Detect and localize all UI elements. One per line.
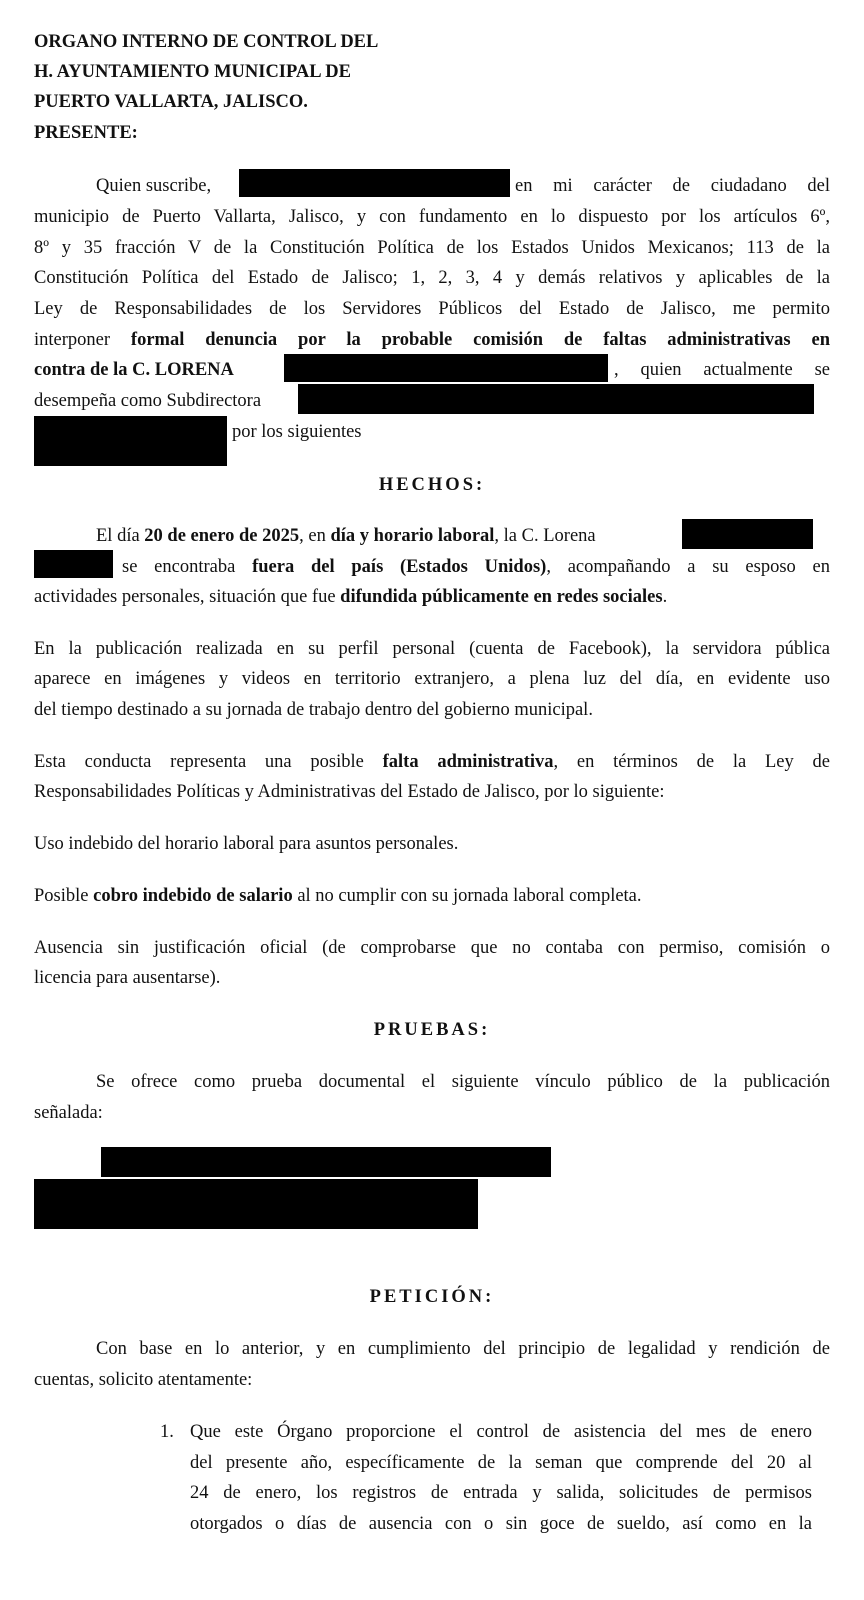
pruebas-line-2: señalada: xyxy=(34,1103,103,1123)
intro-line-9: por los siguientes xyxy=(232,422,362,442)
redaction-box xyxy=(101,1147,551,1177)
intro-line-5: Ley de Responsabilidades de los Servidores Públicos del Estado de Jalisco, me permito xyxy=(34,299,830,319)
addressee-line-3: PUERTO VALLARTA, JALISCO. xyxy=(34,92,308,112)
peticion-item-line-1: Que este Órgano proporcione el control de asistencia del mes de enero xyxy=(190,1422,812,1442)
hechos-text: se encontraba xyxy=(122,557,253,577)
redaction-box xyxy=(298,384,814,414)
hechos-p5 xyxy=(34,884,830,908)
denuncia-bold: formal denuncia por la probable comisión de faltas administrativas en xyxy=(130,330,830,350)
hechos-text: El día xyxy=(96,526,145,546)
hechos-p3-line-2: Responsabilidades Políticas y Administrativas del Estado de Jalisco, por lo siguiente: xyxy=(34,782,665,802)
intro-line-6 xyxy=(34,328,830,352)
hechos-p6-line-1: Ausencia sin justificación oficial (de comprobarse que no contaba con permiso, comisión o xyxy=(34,938,830,958)
addressee-line-1: ORGANO INTERNO DE CONTROL DEL xyxy=(34,32,379,52)
intro-line-7a: contra de la C. LORENA xyxy=(34,360,234,380)
horario-bold: día y horario laboral xyxy=(330,526,495,546)
section-title-pruebas: PRUEBAS: xyxy=(373,1020,491,1040)
presente-label: PRESENTE: xyxy=(34,123,138,143)
pruebas-line-1: Se ofrece como prueba documental el siguiente vínculo público de la publicación xyxy=(96,1072,830,1092)
redaction-box xyxy=(34,1179,478,1229)
section-title-peticion: PETICIÓN: xyxy=(369,1287,495,1307)
intro-line-3: 8º y 35 fracción V de la Constitución Política de los Estados Unidos Mexicanos; 113 de la xyxy=(34,238,830,258)
date-bold: 20 de enero de 2025 xyxy=(144,526,300,546)
hechos-line-1 xyxy=(96,524,676,548)
intro-line-4: Constitución Política del Estado de Jalisco; 1, 2, 3, 4 y demás relativos y aplicables de la xyxy=(34,268,830,288)
redaction-box xyxy=(682,519,813,549)
peticion-item-line-4: otorgados o días de ausencia con o sin goce de sueldo, así como en la xyxy=(190,1514,812,1534)
intro-line-1a: Quien suscribe, xyxy=(96,176,212,196)
hechos-text: Posible xyxy=(34,886,94,906)
hechos-text: actividades personales, situación que fue xyxy=(34,587,341,607)
list-item-number: 1. xyxy=(160,1422,174,1442)
hechos-p2-line-3: del tiempo destinado a su jornada de trabajo dentro del gobierno municipal. xyxy=(34,700,593,720)
redaction-box xyxy=(34,416,227,466)
intro-line-6a: interponer xyxy=(34,330,131,350)
cobro-bold: cobro indebido de salario xyxy=(93,886,293,906)
hechos-p2-line-1: En la publicación realizada en su perfil personal (cuenta de Facebook), la servidora pública xyxy=(34,639,830,659)
hechos-text: , en términos de la Ley de xyxy=(553,752,830,772)
hechos-line-3 xyxy=(34,585,830,609)
fuera-pais-bold: fuera del país (Estados Unidos) xyxy=(252,557,547,577)
addressee-line-2: H. AYUNTAMIENTO MUNICIPAL DE xyxy=(34,62,351,82)
peticion-line-1: Con base en lo anterior, y en cumplimiento del principio de legalidad y rendición de xyxy=(96,1339,830,1359)
peticion-item-line-3: 24 de enero, los registros de entrada y salida, solicitudes de permisos xyxy=(190,1483,812,1503)
hechos-p4: Uso indebido del horario laboral para asuntos personales. xyxy=(34,834,459,854)
hechos-p6-line-2: licencia para ausentarse). xyxy=(34,968,221,988)
hechos-text: , la C. Lorena xyxy=(494,526,596,546)
difundida-bold: difundida públicamente en redes sociales xyxy=(340,587,663,607)
intro-line-1b: en mi carácter de ciudadano del xyxy=(515,176,830,196)
intro-line-7b: , quien actualmente se xyxy=(614,360,830,380)
hechos-text: , acompañando a su esposo en xyxy=(546,557,830,577)
falta-bold: falta administrativa xyxy=(382,752,554,772)
peticion-item-line-2: del presente año, específicamente de la seman que comprende del 20 al xyxy=(190,1453,812,1473)
hechos-p3-line-1 xyxy=(34,750,830,774)
redaction-box xyxy=(239,169,510,197)
peticion-line-2: cuentas, solicito atentamente: xyxy=(34,1370,253,1390)
intro-line-8: desempeña como Subdirectora xyxy=(34,391,262,411)
redaction-box xyxy=(284,354,608,382)
redaction-box xyxy=(34,550,113,578)
hechos-text: . xyxy=(662,587,668,607)
intro-line-2: municipio de Puerto Vallarta, Jalisco, y con fundamento en lo dispuesto por los artículos 6º, xyxy=(34,207,830,227)
section-title-hechos: HECHOS: xyxy=(378,475,486,495)
hechos-text: Esta conducta representa una posible xyxy=(34,752,383,772)
hechos-line-2 xyxy=(122,555,830,579)
hechos-text: al no cumplir con su jornada laboral completa. xyxy=(292,886,642,906)
hechos-p2-line-2: aparece en imágenes y videos en territorio extranjero, a plena luz del día, en evidente uso xyxy=(34,669,830,689)
hechos-text: , en xyxy=(299,526,331,546)
